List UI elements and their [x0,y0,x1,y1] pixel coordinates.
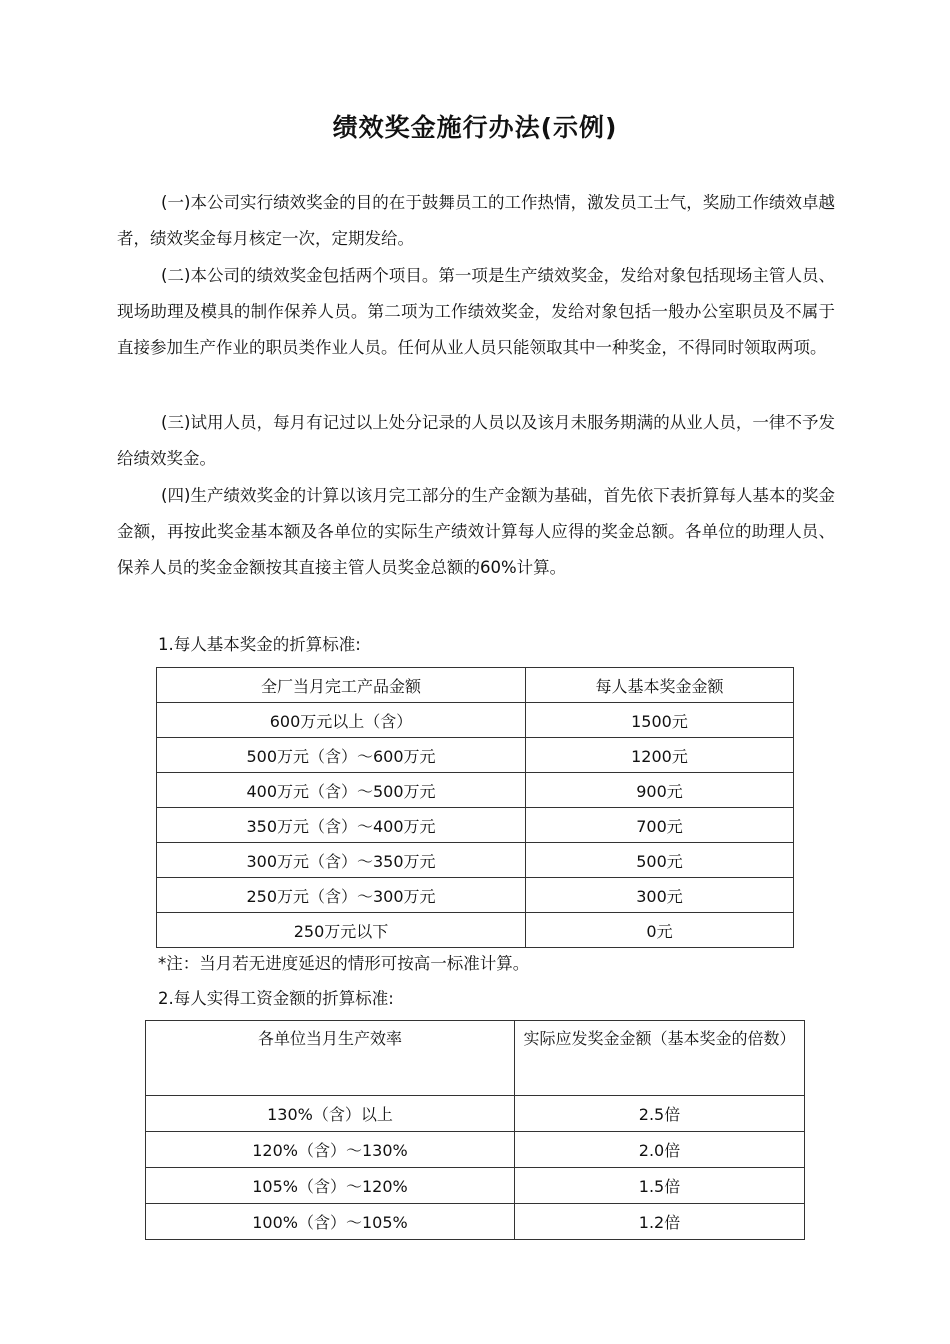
table1-note: *注：当月若无进度延迟的情形可按高一标准计算。 [158,954,530,973]
table-row [157,913,794,948]
table-row [157,878,794,913]
table-row [157,738,794,773]
table-row [157,703,794,738]
table-header-cell: 实际应发奖金金额（基本奖金的倍数） [515,1021,805,1096]
paragraph-3: (三)试用人员，每月有记过以上处分记录的人员以及该月未服务期满的从业人员，一律不予发给绩效奖金。 [117,413,835,468]
table-cell: 500元 [526,843,794,878]
table-cell: 400万元（含）～500万元 [157,773,526,808]
table-cell: 600万元以上（含） [157,703,526,738]
table-header-cell: 各单位当月生产效率 [146,1021,515,1096]
table-row [157,773,794,808]
table-cell: 105%（含）～120% [146,1168,515,1204]
table-cell: 0元 [526,913,794,948]
table-cell: 900元 [526,773,794,808]
table-cell: 250万元（含）～300万元 [157,878,526,913]
paragraph-4: (四)生产绩效奖金的计算以该月完工部分的生产金额为基础，首先依下表折算每人基本的奖金金额，再按此奖金基本额及各单位的实际生产绩效计算每人应得的奖金总额。各单位的助理人员、保养人员的奖金金额按其直接主管人员奖金总额的60%计算。 [117,486,835,577]
table-row [157,808,794,843]
table-header-cell: 每人基本奖金金额 [526,668,794,703]
page-title: 绩效奖金施行办法(示例) [332,113,618,142]
table-header-row [146,1021,805,1096]
table-cell: 1.5倍 [515,1168,805,1204]
table-cell: 300万元（含）～350万元 [157,843,526,878]
table2-label: 2.每人实得工资金额的折算标准: [158,989,394,1008]
paragraph-1: (一)本公司实行绩效奖金的目的在于鼓舞员工的工作热情，激发员工士气，奖励工作绩效卓越者，绩效奖金每月核定一次，定期发给。 [117,193,835,248]
basic-bonus-table [156,667,794,948]
table-cell: 1200元 [526,738,794,773]
table-row [157,843,794,878]
table-cell: 1500元 [526,703,794,738]
table-cell: 120%（含）～130% [146,1132,515,1168]
table-cell: 130%（含）以上 [146,1096,515,1132]
table1-label: 1.每人基本奖金的折算标准: [158,635,361,654]
table-header-cell: 全厂当月完工产品金额 [157,668,526,703]
table-cell: 100%（含）～105% [146,1204,515,1240]
paragraph-2: (二)本公司的绩效奖金包括两个项目。第一项是生产绩效奖金，发给对象包括现场主管人员、现场助理及模具的制作保养人员。第二项为工作绩效奖金，发给对象包括一般办公室职员及不属于直接参加生产作业的职员类作业人员。任何从业人员只能领取其中一种奖金，不得同时领取两项。 [117,266,835,357]
table-row [146,1096,805,1132]
efficiency-multiplier-table [145,1020,805,1240]
table-row [146,1204,805,1240]
table-cell: 250万元以下 [157,913,526,948]
table-cell: 2.5倍 [515,1096,805,1132]
table-cell: 300元 [526,878,794,913]
table-row [146,1168,805,1204]
table-cell: 1.2倍 [515,1204,805,1240]
table-cell: 2.0倍 [515,1132,805,1168]
table-cell: 700元 [526,808,794,843]
table-row [146,1132,805,1168]
table-header-row [157,668,794,703]
table-cell: 500万元（含）～600万元 [157,738,526,773]
table-cell: 350万元（含）～400万元 [157,808,526,843]
